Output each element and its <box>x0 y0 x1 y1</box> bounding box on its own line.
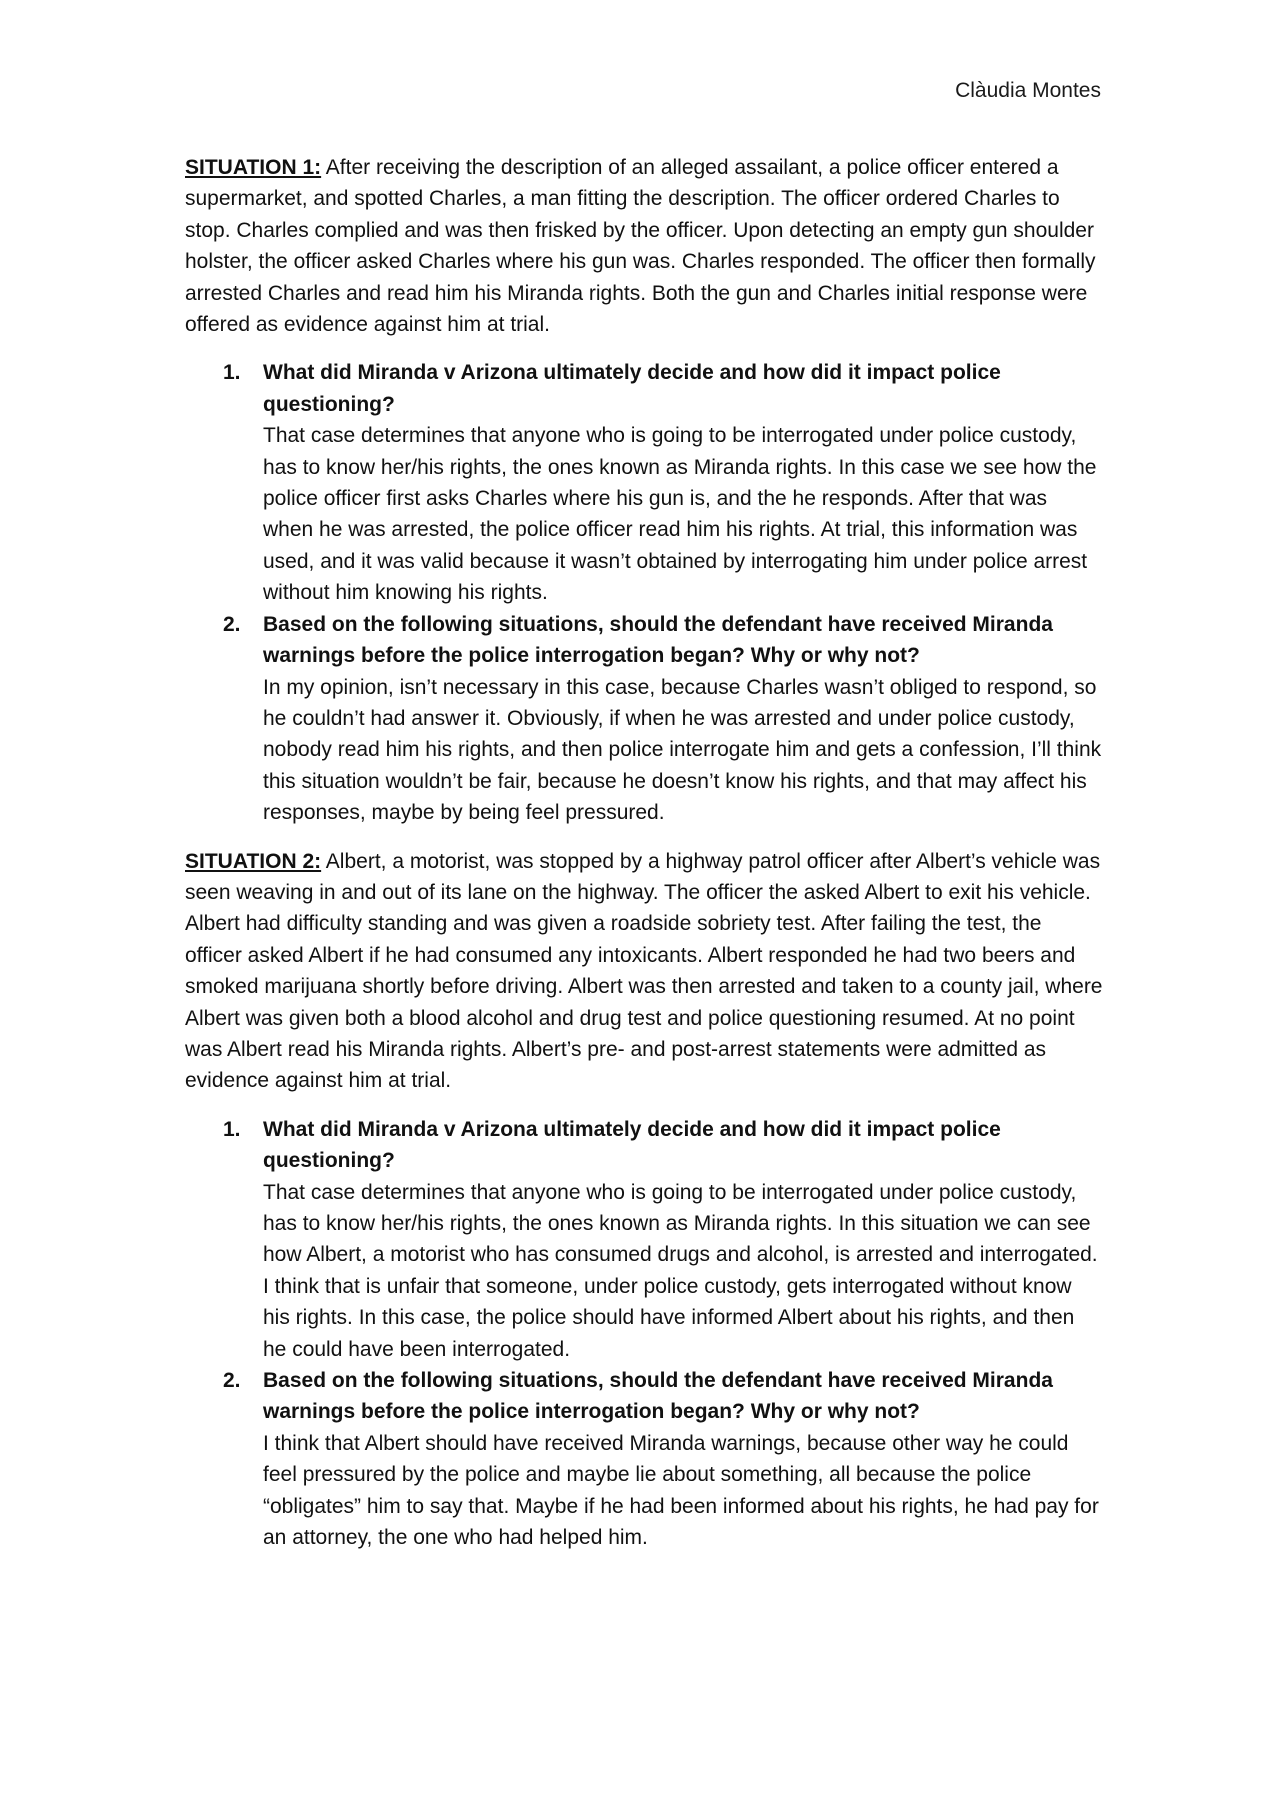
answer-text: In my opinion, isn’t necessary in this case, because Charles wasn’t obliged to respond, so he couldn’t had answer it. Obviously, if when he was arrested and under police custody, nobody read him his rights, and then police interrogate him and gets a confession, I’ll think this situation wouldn’t be fair, because he doesn’t know his rights, and that may affect his responses, maybe by being feel pressured. <box>263 675 1102 825</box>
situation-1-questions <box>185 357 1103 828</box>
situation-2-text: Albert, a motorist, was stopped by a highway patrol officer after Albert’s vehicle was seen weaving in and out of its lane on the highway. The officer the asked Albert to exit his vehicle. Albert had difficulty standing and was given a roadside sobriety test. After failing the test, the officer asked Albert if he had consumed any intoxicants. Albert responded he had two beers and smoked marijuana shortly before driving. Albert was then arrested and taken to a county jail, where Albert was given both a blood alcohol and drug test and police questioning resumed. At no point was Albert read his Miranda rights. Albert’s pre- and post-arrest statements were admitted as evidence against him at trial. <box>185 849 1103 1093</box>
answer-text: That case determines that anyone who is going to be interrogated under police custody, has to know her/his rights, the ones known as Miranda rights. In this case we see how the police officer first asks Charles where his gun is, and the he responds. After that was when he was arrested, the police officer read him his rights. At trial, this information was used, and it was valid because it wasn’t obtained by interrogating him under police arrest without him knowing his rights. <box>263 424 1097 605</box>
situation-2-question-2 <box>185 1365 1103 1553</box>
question-text: What did Miranda v Arizona ultimately decide and how did it impact police questioning? <box>263 1117 1001 1173</box>
situation-2-paragraph <box>185 846 1103 1097</box>
document-body <box>185 152 1103 1570</box>
question-text: Based on the following situations, should the defendant have received Miranda warnings before the police interrogation began? Why or why not? <box>263 612 1053 668</box>
situation-1-label: SITUATION 1: <box>185 156 322 179</box>
question-text: What did Miranda v Arizona ultimately decide and how did it impact police questioning? <box>263 361 1001 416</box>
situation-2-question-1 <box>185 1114 1103 1365</box>
situation-1-text: After receiving the description of an alleged assailant, a police officer entered a supermarket, and spotted Charles, a man fitting the description. The officer ordered Charles to stop. Charles complied and was then frisked by the officer. Upon detecting an empty gun shoulder holster, the officer asked Charles where his gun was. Charles responded. The officer then formally arrested Charles and read him his Miranda rights. Both the gun and Charles initial response were offered as evidence against him at trial. <box>185 156 1096 337</box>
situation-2-questions <box>185 1114 1103 1554</box>
answer-text: That case determines that anyone who is going to be interrogated under police custody, has to know her/his rights, the ones known as Miranda rights. In this situation we can see how Albert, a motorist who has consumed drugs and alcohol, is arrested and interrogated. I think that is unfair that someone, under police custody, gets interrogated without know his rights. In this case, the police should have informed Albert about his rights, and then he could have been interrogated. <box>263 1180 1098 1361</box>
question-number: 1. <box>223 1117 241 1141</box>
question-number: 2. <box>223 1369 241 1393</box>
question-number: 1. <box>223 361 241 385</box>
situation-1-paragraph <box>185 152 1103 340</box>
situation-2-label: SITUATION 2: <box>185 849 322 873</box>
situation-1-question-1 <box>185 357 1103 608</box>
situation-1-question-2 <box>185 609 1103 829</box>
question-number: 2. <box>223 612 241 636</box>
answer-text: I think that Albert should have received Miranda warnings, because other way he could feel pressured by the police and maybe lie about something, all because the police “obligates” him to say that. Maybe if he had been informed about his rights, he had pay for an attorney, the one who had helped him. <box>263 1431 1099 1550</box>
author-name: Clàudia Montes <box>955 79 1101 102</box>
question-text: Based on the following situations, should the defendant have received Miranda warnings before the police interrogation began? Why or why not? <box>263 1369 1053 1424</box>
